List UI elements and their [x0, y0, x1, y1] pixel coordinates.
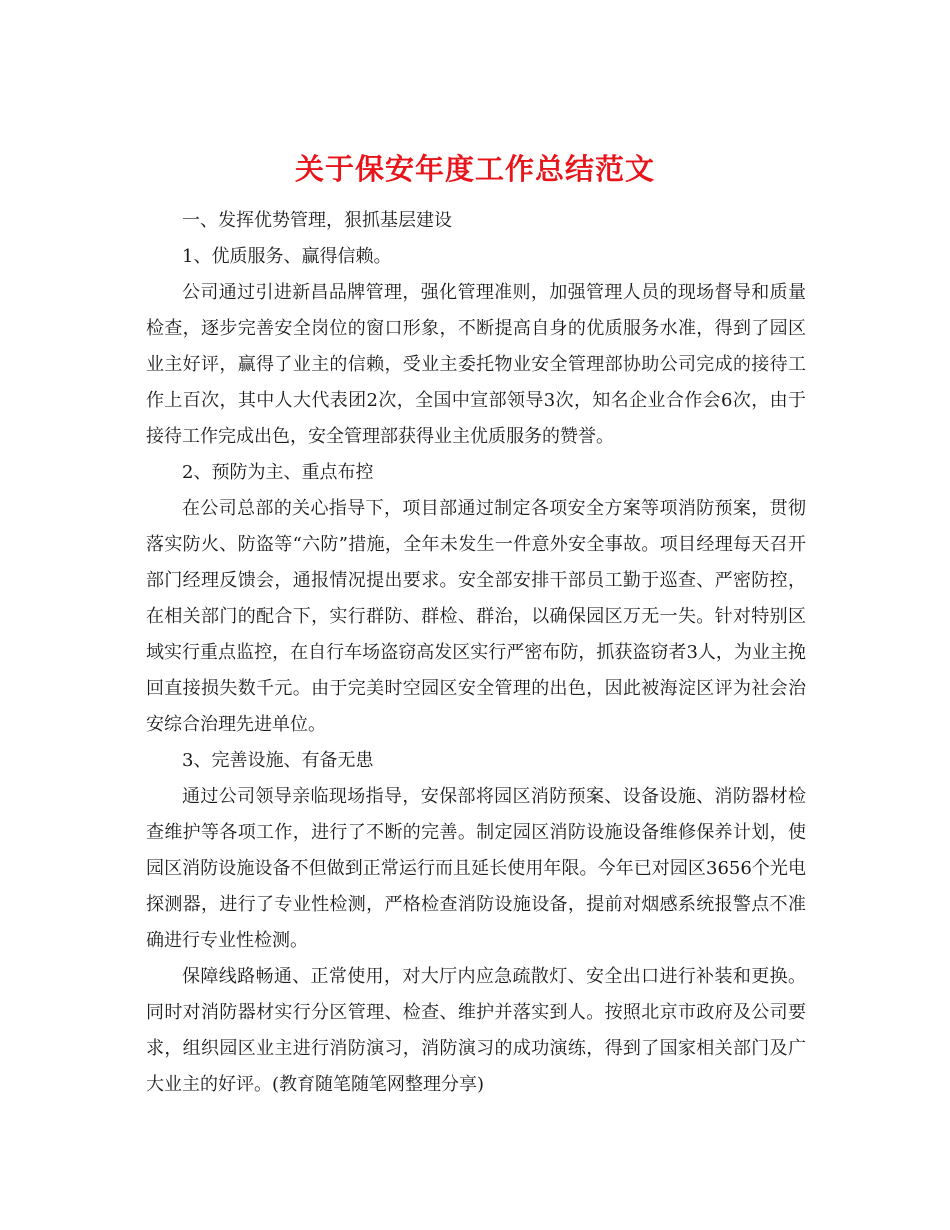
paragraph-prevention: 在公司总部的关心指导下，项目部通过制定各项安全方案等项消防预案，贯彻落实防火、防盗等“六防”措施，全年未发生一件意外安全事故。项目经理每天召开部门经理反馈会，通报情况提出要求。安全部安排干部员工勤于巡查、严密防控，在相关部门的配合下，实行群防、群检、群治，以确保园区万无一失。针对特别区域实行重点监控，在自行车场盗窃高发区实行严密布防，抓获盗窃者3人，为业主挽回直接损失数千元。由于完美时空园区安全管理的出色，因此被海淀区评为社会治安综合治理先进单位。 [146, 498, 806, 735]
paragraph-lines: 保障线路畅通、正常使用，对大厅内应急疏散灯、安全出口进行补装和更换。同时对消防器材实行分区管理、检查、维护并落实到人。按照北京市政府及公司要求，组织园区业主进行消防演习，消防演习的成功演练，得到了国家相关部门及广大业主的好评。(教育随笔随笔网整理分享) [146, 966, 806, 1095]
paragraph-facilities: 通过公司领导亲临现场指导，安保部将园区消防预案、设备设施、消防器材检查维护等各项工作，进行了不断的完善。制定园区消防设施设备维修保养计划，使园区消防设施设备不但做到正常运行而且延长使用年限。今年已对园区3656个光电探测器，进行了专业性检测，严格检查消防设施设备，提前对烟感系统报警点不准确进行专业性检测。 [146, 786, 806, 951]
document-title: 关于保安年度工作总结范文 [294, 152, 655, 187]
section-heading-1: 一、发挥优势管理，狠抓基层建设 [182, 210, 452, 231]
subsection-heading-2: 2、预防为主、重点布控 [182, 462, 374, 483]
paragraph-service: 公司通过引进新昌品牌管理，强化管理准则，加强管理人员的现场督导和质量检查，逐步完善安全岗位的窗口形象，不断提高自身的优质服务水准，得到了园区业主好评，赢得了业主的信赖，受业主委托物业安全管理部协助公司完成的接待工作上百次，其中人大代表团2次，全国中宣部领导3次，知名企业合作会6次，由于接待工作完成出色，安全管理部获得业主优质服务的赞誉。 [146, 282, 806, 447]
subsection-heading-3: 3、完善设施、有备无患 [182, 750, 374, 771]
document-body [146, 203, 806, 1103]
subsection-heading-1: 1、优质服务、赢得信赖。 [182, 246, 392, 267]
